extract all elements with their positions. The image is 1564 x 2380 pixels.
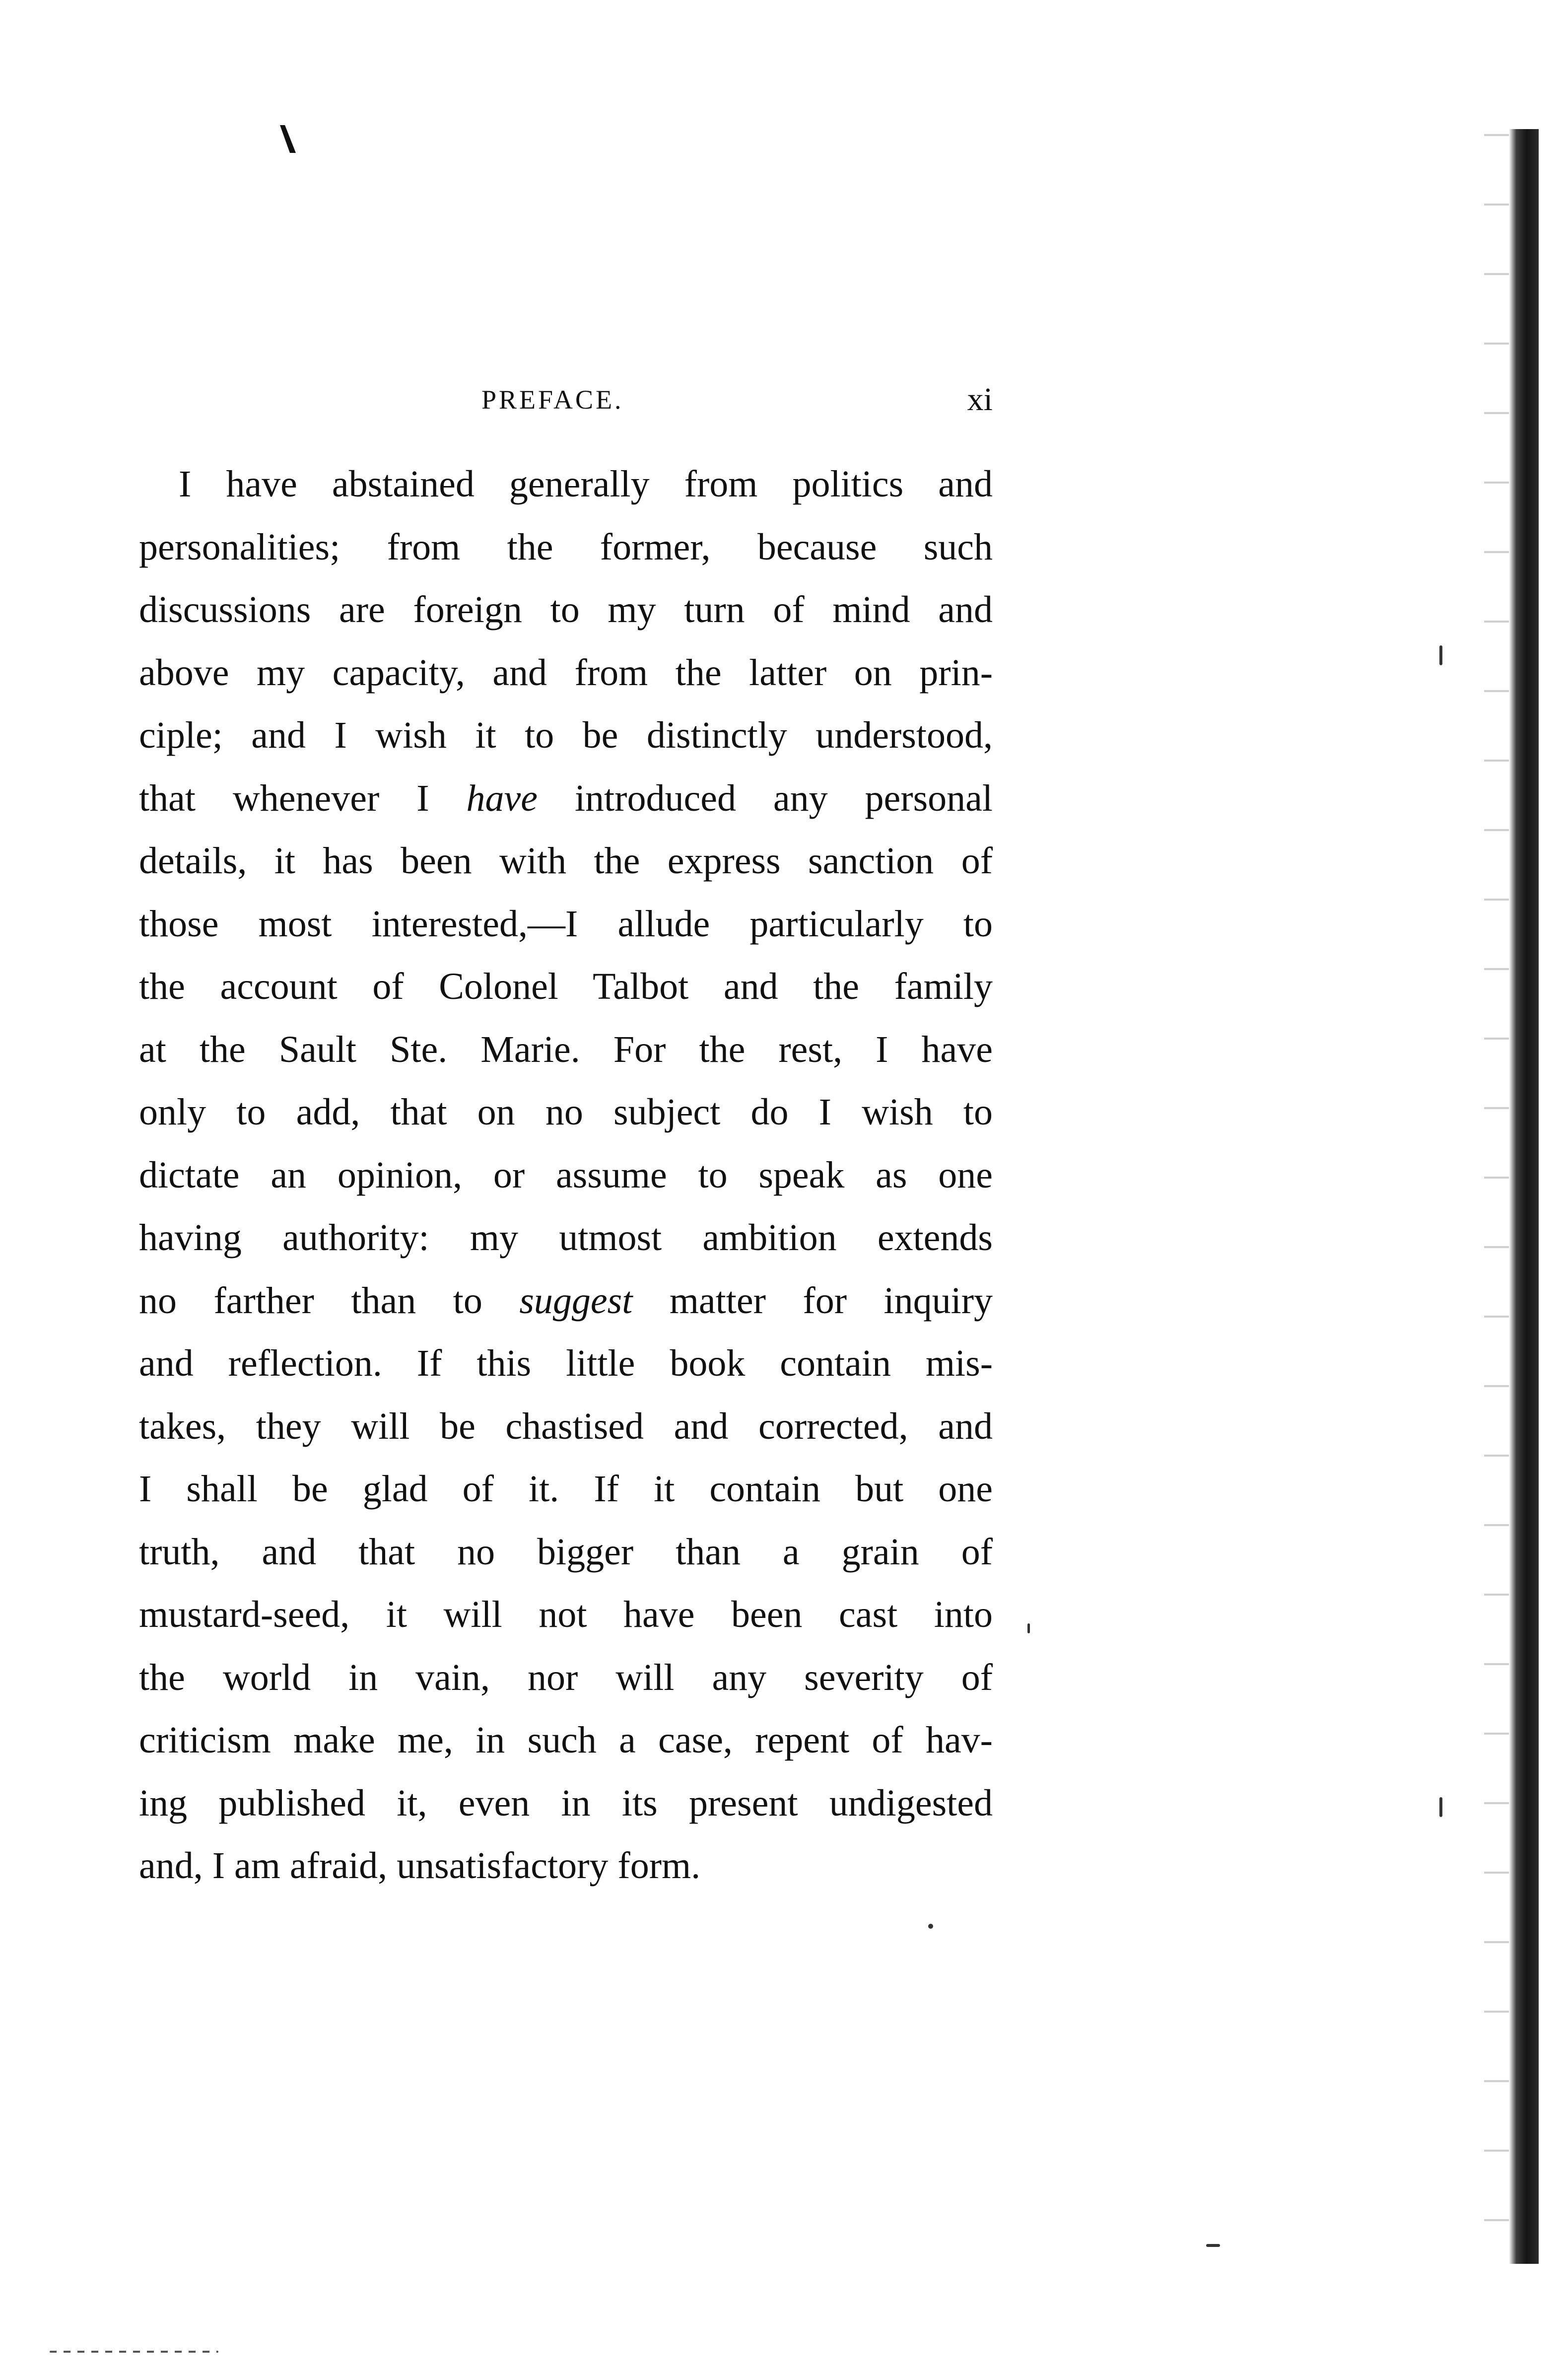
text-line: personalities; from the former, because such	[139, 526, 993, 568]
text-segment: no farther than to	[139, 1279, 482, 1322]
scan-speck	[50, 2351, 218, 2353]
text-line: ing published it, even in its present undigested	[139, 1782, 993, 1824]
text-segment: introduced any personal	[574, 777, 993, 819]
text-line: truth, and that no bigger than a grain of	[139, 1531, 993, 1573]
preface-paragraph	[139, 453, 993, 1897]
binding-gutter	[1509, 129, 1539, 2264]
text-line	[139, 767, 993, 830]
text-line: at the Sault Ste. Marie. For the rest, I have	[139, 1028, 993, 1070]
text-line: dictate an opinion, or assume to speak as one	[139, 1154, 993, 1196]
italic-word: have	[466, 777, 538, 819]
text-line: details, it has been with the express sanction of	[139, 840, 993, 882]
text-line: those most interested,—I allude particularly to	[139, 903, 993, 945]
scan-speck	[1027, 1623, 1030, 1633]
scan-speck	[1206, 2244, 1220, 2247]
page-header	[139, 377, 993, 422]
text-line: mustard-seed, it will not have been cast into	[139, 1594, 993, 1635]
page-number: xi	[967, 381, 993, 418]
scan-speck	[1439, 645, 1442, 665]
text-line: discussions are foreign to my turn of mind and	[139, 589, 993, 630]
text-line: having authority: my utmost ambition extends	[139, 1217, 993, 1259]
text-line: only to add, that on no subject do I wish to	[139, 1091, 993, 1133]
running-head: PREFACE.	[481, 385, 624, 415]
text-line: above my capacity, and from the latter on prin-	[139, 651, 993, 694]
text-line: takes, they will be chastised and corrected, and	[139, 1405, 993, 1447]
text-line: I shall be glad of it. If it contain but one	[139, 1468, 993, 1510]
scan-speck	[1439, 1797, 1442, 1817]
binding-shadow	[1484, 99, 1509, 2284]
text-line: ciple; and I wish it to be distinctly understood,	[139, 714, 993, 756]
italic-word: suggest	[519, 1279, 633, 1322]
text-line: and reflection. If this little book contain mis-	[139, 1342, 993, 1384]
text-line: the world in vain, nor will any severity of	[139, 1656, 993, 1698]
scan-speck	[928, 1924, 933, 1929]
text-line: I have abstained generally from politics and	[179, 463, 993, 505]
text-line: and, I am afraid, unsatisfactory form.	[139, 1845, 701, 1887]
text-segment: matter for inquiry	[669, 1279, 993, 1322]
text-line: criticism make me, in such a case, repent of hav-	[139, 1719, 993, 1761]
text-line: the account of Colonel Talbot and the family	[139, 966, 993, 1007]
text-line	[139, 1269, 993, 1332]
text-segment: that whenever I	[139, 777, 429, 819]
scan-artifact-mark	[278, 124, 298, 154]
